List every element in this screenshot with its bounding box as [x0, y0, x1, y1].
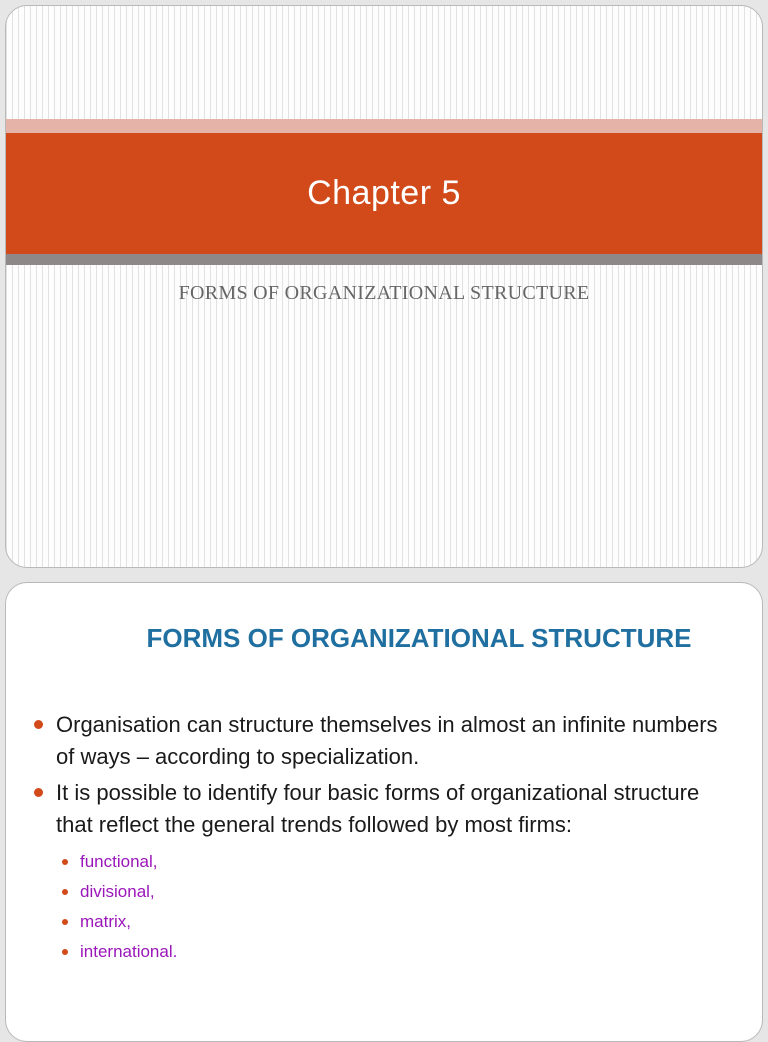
title-band-top-stripe [6, 119, 762, 133]
bullet-item [34, 709, 734, 773]
bullet-text: Organisation can structure themselves in almost an infinite numbers of ways – according to specialization. [56, 712, 718, 769]
sub-bullet-text: matrix, [80, 912, 131, 931]
sub-bullet-text: functional, [80, 852, 158, 871]
bullet-item [34, 777, 734, 967]
sub-bullet-item [56, 907, 734, 937]
sub-bullet-text: divisional, [80, 882, 155, 901]
sub-bullet-marker-icon [62, 859, 68, 865]
sub-bullet-marker-icon [62, 889, 68, 895]
sub-bullet-marker-icon [62, 949, 68, 955]
sub-bullet-list [56, 847, 734, 967]
sub-bullet-item [56, 937, 734, 967]
bullet-marker-icon [34, 788, 43, 797]
slide-title [5, 5, 763, 568]
title-band-bottom-stripe [6, 254, 762, 265]
bullet-text: It is possible to identify four basic forms of organizational structure that reflect the general trends followed by most firms: [56, 780, 700, 837]
sub-bullet-item [56, 847, 734, 877]
slide-content [5, 582, 763, 1042]
sub-bullet-text: international. [80, 942, 178, 961]
bullet-list [34, 709, 734, 971]
title-band [6, 133, 762, 254]
slide-subtitle: FORMS OF ORGANIZATIONAL STRUCTURE [178, 282, 590, 304]
slide-title-text: Chapter 5 [307, 174, 461, 212]
sub-bullet-item [56, 877, 734, 907]
sub-bullet-marker-icon [62, 919, 68, 925]
slide-heading: FORMS OF ORGANIZATIONAL STRUCTURE [146, 623, 692, 653]
bullet-marker-icon [34, 720, 43, 729]
